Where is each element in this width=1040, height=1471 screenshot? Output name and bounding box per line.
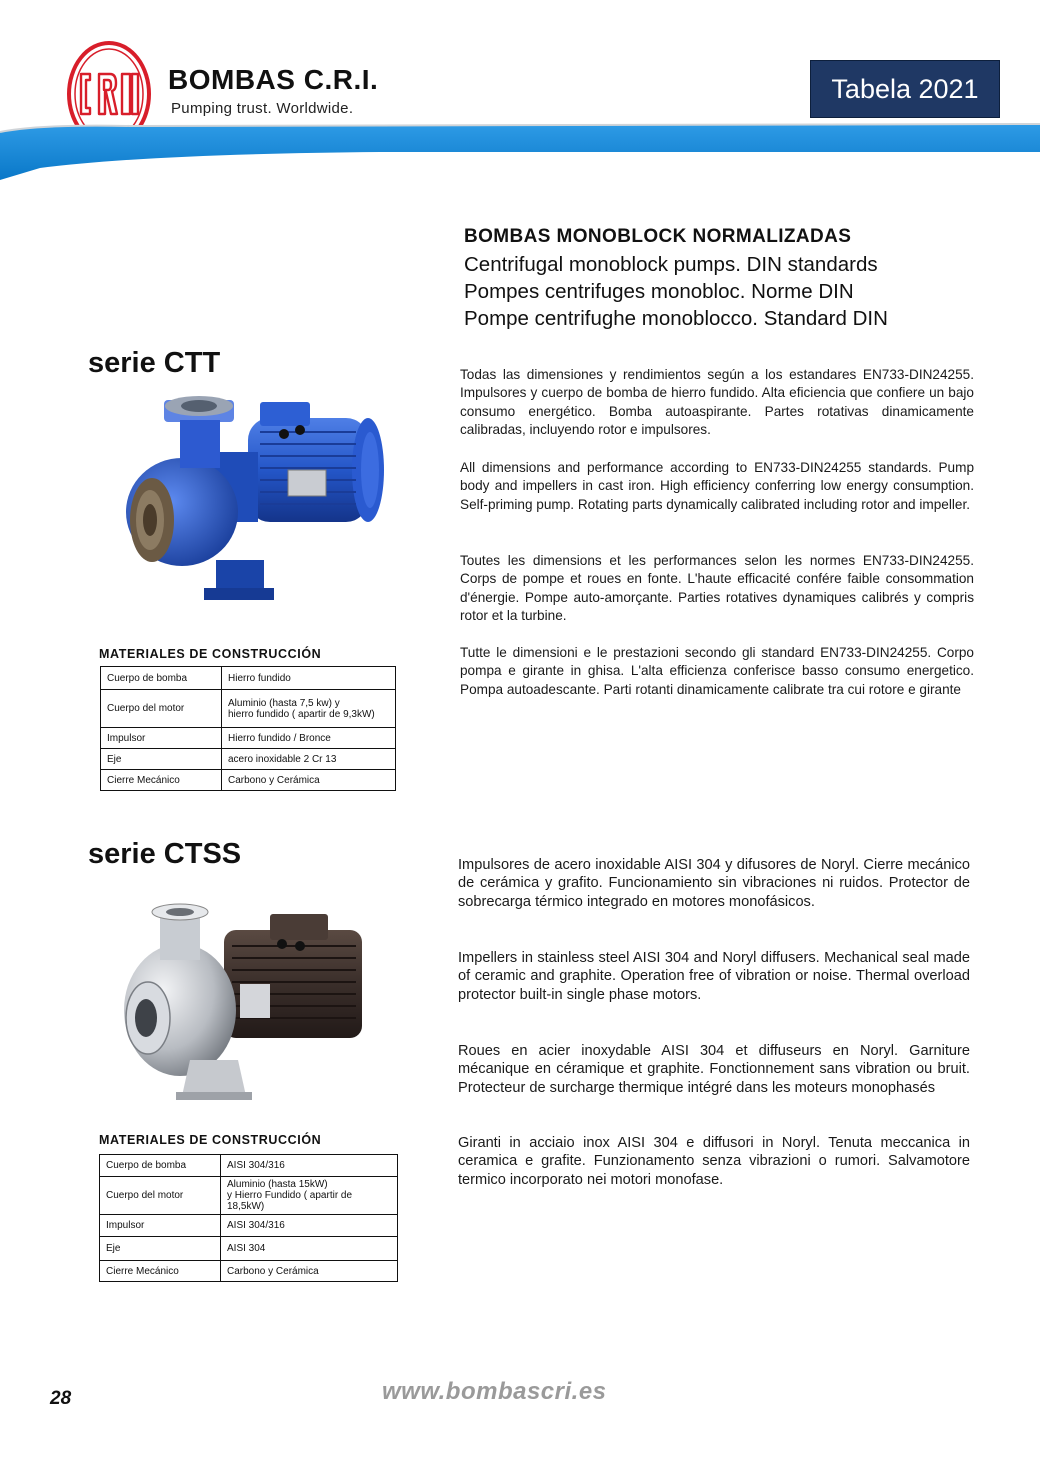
website-link[interactable]: www.bombascri.es (382, 1378, 607, 1405)
page-number: 28 (50, 1388, 72, 1409)
brand-tagline: Pumping trust. Worldwide. (171, 100, 354, 117)
ctss-description-spanish: Impulsores de acero inoxidable AISI 304 y difusores de Noryl. Cierre mecánico de cerámica y grafito. Funcionamiento sin vibraciones ni ruidos. Protector de sobrecarga térmico integrado en motores monofásicos. (458, 857, 970, 910)
table-row (100, 1215, 398, 1237)
material-value: AISI 304/316 (221, 1215, 398, 1237)
subtitle-italian: Pompe centrifughe monoblocco. Standard DIN (464, 307, 888, 330)
year-badge: Tabela 2021 (810, 60, 1000, 118)
material-part: Eje (100, 1237, 221, 1261)
material-value: AISI 304/316 (221, 1155, 398, 1177)
brand-name: BOMBAS C.R.I. (168, 64, 379, 95)
material-value: Aluminio (hasta 7,5 kw) y hierro fundido ( apartir de 9,3kW) (222, 690, 396, 728)
material-value: Carbono y Cerámica (222, 770, 396, 791)
material-value: Carbono y Cerámica (221, 1261, 398, 1282)
material-part: Cuerpo del motor (101, 690, 222, 728)
ctt-description-italian: Tutte le dimensioni e le prestazioni secondo gli standard EN733-DIN24255. Corpo pompa e girante in ghisa. L'alta efficienza conferisce basso consumo energetico. Pompa autoadescante. Parti rotanti dinamicamente calibrate tra cui rotore e girante (460, 645, 974, 697)
material-part: Impulsor (101, 728, 222, 749)
series-ctt-title: serie CTT (88, 347, 221, 379)
material-part: Cuerpo de bomba (100, 1155, 221, 1177)
main-title: BOMBAS MONOBLOCK NORMALIZADAS (464, 226, 852, 247)
material-value: Aluminio (hasta 15kW) y Hierro Fundido ( apartir de 18,5kW) (221, 1177, 398, 1215)
subtitle-french: Pompes centrifuges monobloc. Norme DIN (464, 280, 854, 303)
material-value: Hierro fundido / Bronce (222, 728, 396, 749)
subtitle-english: Centrifugal monoblock pumps. DIN standards (464, 253, 878, 276)
material-part: Eje (101, 749, 222, 770)
material-value: Hierro fundido (222, 667, 396, 690)
material-value: acero inoxidable 2 Cr 13 (222, 749, 396, 770)
material-part: Cierre Mecánico (101, 770, 222, 791)
table-row (101, 667, 396, 690)
ctss-description-french: Roues en acier inoxydable AISI 304 et diffuseurs en Noryl. Garniture mécanique en céramique et graphite. Fonctionnement sans vibration ou bruit. Protecteur de surcharge thermique intégré dans les moteurs monophasés (458, 1043, 970, 1096)
material-value: AISI 304 (221, 1237, 398, 1261)
ctt-materials-table (100, 666, 396, 791)
ctss-pump-image (120, 900, 380, 1108)
material-part: Impulsor (100, 1215, 221, 1237)
material-part: Cuerpo de bomba (101, 667, 222, 690)
material-part: Cierre Mecánico (100, 1261, 221, 1282)
table-row (100, 1177, 398, 1215)
table-row (101, 690, 396, 728)
table-row (100, 1237, 398, 1261)
table-row (101, 770, 396, 791)
ctt-description-english: All dimensions and performance according to EN733-DIN24255 standards. Pump body and impellers in cast iron. High efficiency conferring low energy consumption. Self-priming pump. Rotating parts dynamically calibrated including rotor and impeller. (460, 460, 974, 512)
ctt-description-spanish: Todas las dimensiones y rendimientos según a los estandares EN733-DIN24255. Impulsores y cuerpo de bomba de hierro fundido. Alta eficiencia que confiere un bajo consumo energético. Bomba autoaspirante. Partes rotativas dinamicamente calibradas, incluyendo rotor e impulsores. (460, 367, 974, 437)
ctt-description-french: Toutes les dimensions et les performances selon les normes EN733-DIN24255. Corps de pompe et roues en fonte. L'haute efficacité confére faible consommation d'énergie. Pompe auto-amorçante. Parties rotatives dynamiques calibrés y compris rotor et la turbine. (460, 553, 974, 623)
table-row (101, 749, 396, 770)
series-ctss-title: serie CTSS (88, 838, 242, 870)
ctt-materials-title: MATERIALES DE CONSTRUCCIÓN (99, 647, 322, 661)
table-row (100, 1155, 398, 1177)
material-part: Cuerpo del motor (100, 1177, 221, 1215)
ctss-description-english: Impellers in stainless steel AISI 304 and Noryl diffusers. Mechanical seal made of ceramic and graphite. Operation free of vibration or noise. Thermal overload protector built-in single phase motors. (458, 950, 970, 1003)
ctss-description-italian: Giranti in acciaio inox AISI 304 e diffusori in Noryl. Tenuta meccanica in ceramica e grafite. Funzionamento senza vibrazioni o rumori. Salvamotore termico incorporato nei motori monofase. (458, 1135, 970, 1188)
table-row (101, 728, 396, 749)
table-row (100, 1261, 398, 1282)
header-swoosh-band (0, 118, 1040, 182)
ctss-materials-title: MATERIALES DE CONSTRUCCIÓN (99, 1133, 322, 1147)
ctss-materials-table (99, 1154, 398, 1282)
ctt-pump-image (120, 392, 390, 608)
